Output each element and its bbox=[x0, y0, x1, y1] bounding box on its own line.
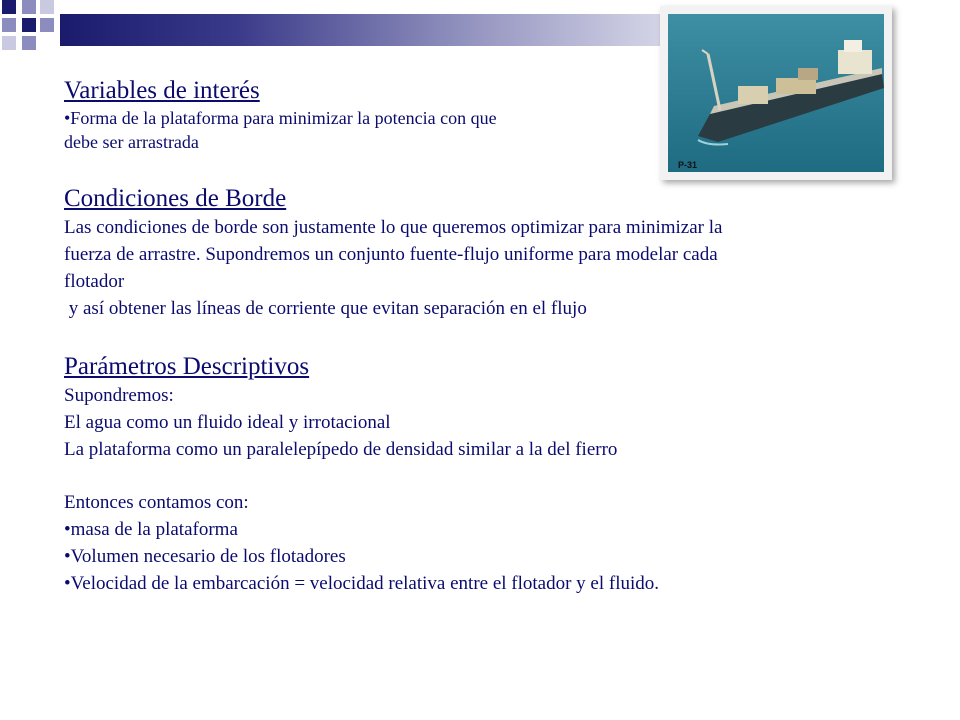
list-item: •Volumen necesario de los flotadores bbox=[64, 546, 346, 567]
borde-line1: Las condiciones de borde son justamente lo que queremos optimizar para minimizar la bbox=[64, 217, 723, 238]
variables-bullet-line1: •Forma de la plataforma para minimizar la potencia con que bbox=[64, 108, 497, 128]
variables-bullet-line2: debe ser arrastrada bbox=[64, 132, 199, 152]
list-item: •masa de la plataforma bbox=[64, 519, 238, 540]
slide-content bbox=[64, 76, 924, 597]
borde-line3: flotador bbox=[64, 271, 125, 292]
parametros-intro: Entonces contamos con: bbox=[64, 492, 249, 513]
parametros-line1: Supondremos: bbox=[64, 385, 174, 406]
parametros-line3: La plataforma como un paralelepípedo de densidad similar a la del fierro bbox=[64, 439, 618, 460]
borde-heading: Condiciones de Borde bbox=[64, 185, 287, 212]
borde-line4: y así obtener las líneas de corriente que evitan separación en el flujo bbox=[64, 298, 587, 319]
parametros-heading: Parámetros Descriptivos bbox=[64, 353, 310, 380]
variables-heading: Variables de interés bbox=[64, 77, 260, 104]
list-item: •Velocidad de la embarcación = velocidad relativa entre el flotador y el fluido. bbox=[64, 573, 660, 594]
parametros-line2: El agua como un fluido ideal y irrotacional bbox=[64, 412, 391, 433]
photo-label: P-31 bbox=[678, 160, 698, 170]
borde-line2: fuerza de arrastre. Supondremos un conjunto fuente-flujo uniforme para modelar cada bbox=[64, 244, 718, 265]
